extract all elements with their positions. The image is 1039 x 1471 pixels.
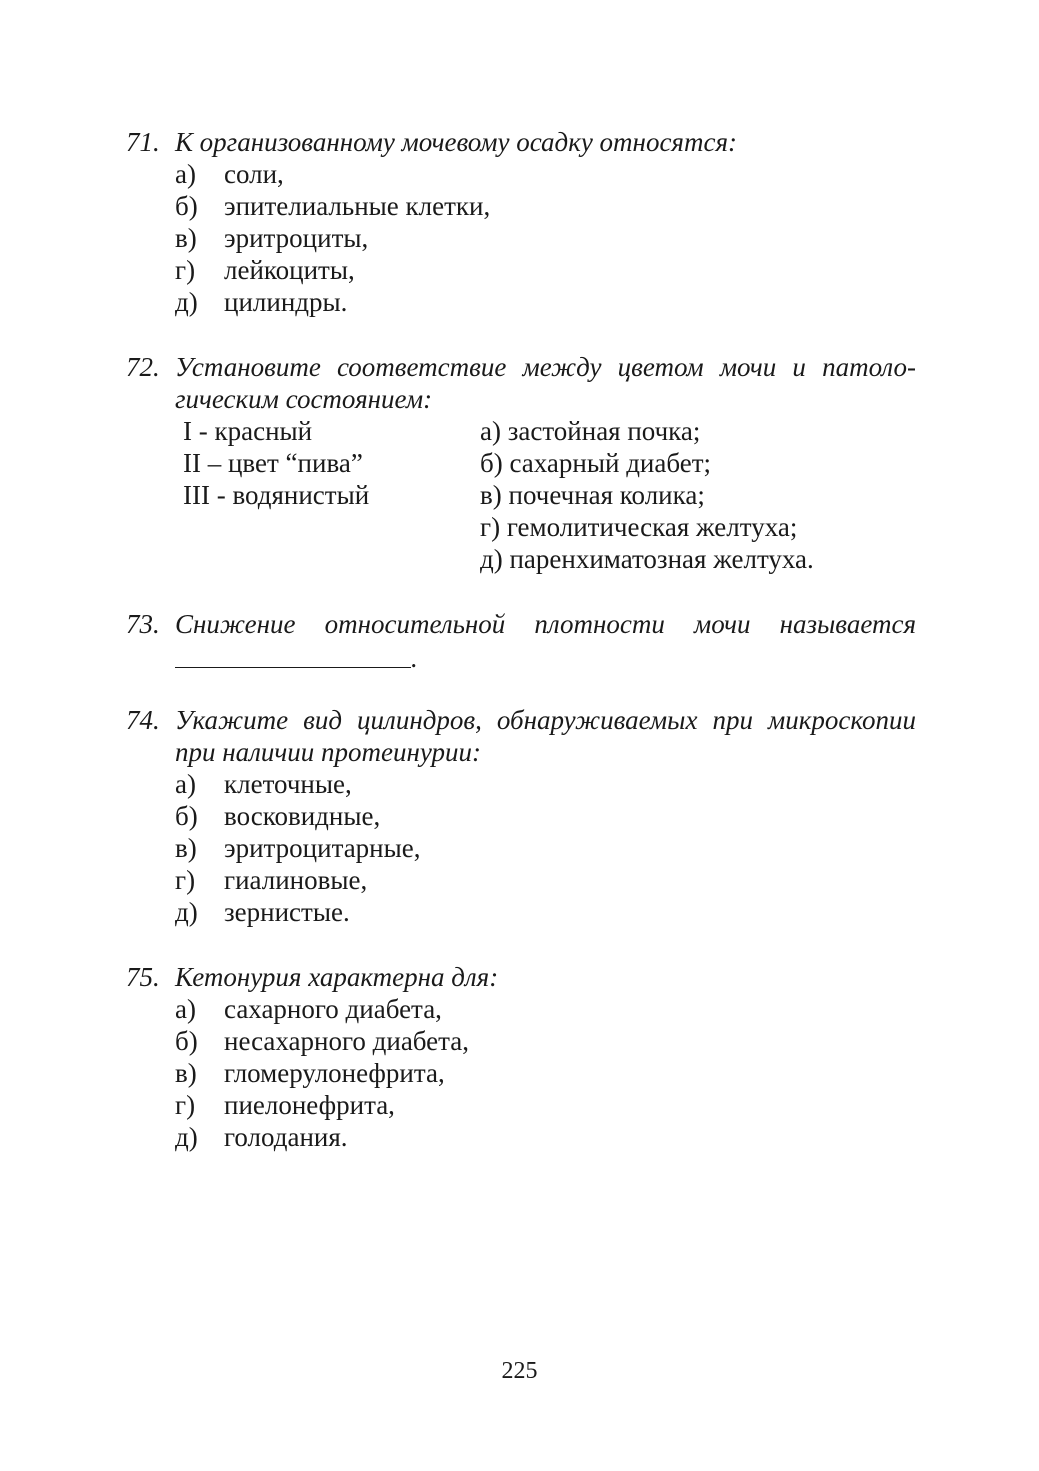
question-text-line-1: Установите соответствие между цветом мочи и патоло- <box>175 352 916 382</box>
option-v <box>175 832 916 864</box>
options-list <box>175 158 916 318</box>
question-number: 74. <box>126 705 160 735</box>
matching-right-item: в) почечная колика; <box>480 480 705 510</box>
option-text: несахарного диабета, <box>224 1026 470 1056</box>
option-d <box>175 286 916 318</box>
question-72-heading <box>126 351 916 415</box>
option-g <box>175 1089 916 1121</box>
option-letter: в) <box>175 1058 197 1088</box>
option-letter: г) <box>175 255 196 285</box>
option-a <box>175 768 916 800</box>
option-letter: д) <box>175 287 198 317</box>
option-b <box>175 800 916 832</box>
option-letter: б) <box>175 191 198 221</box>
answer-blank-underline <box>175 647 411 668</box>
option-a <box>175 993 916 1025</box>
option-letter: а) <box>175 769 196 799</box>
answer-blank-end: . <box>411 643 418 673</box>
option-text: сахарного диабета, <box>224 994 442 1024</box>
option-text: зернистые. <box>224 897 350 927</box>
question-text: Кетонурия характерна для: <box>175 962 499 992</box>
matching-left-column <box>183 415 369 511</box>
option-letter: б) <box>175 801 198 831</box>
options-list <box>175 768 916 928</box>
matching-right-column <box>480 415 814 575</box>
question-71 <box>126 126 916 318</box>
option-text: эпителиальные клетки, <box>224 191 491 221</box>
question-text: К организованному мочевому осадку относятся: <box>175 127 738 157</box>
question-75 <box>126 961 916 1153</box>
option-text: голодания. <box>224 1122 348 1152</box>
option-v <box>175 222 916 254</box>
option-text: восковидные, <box>224 801 381 831</box>
question-number: 73. <box>126 609 160 639</box>
question-74-heading <box>126 704 916 768</box>
option-text: лейкоциты, <box>224 255 355 285</box>
option-text: пиелонефрита, <box>224 1090 395 1120</box>
option-g <box>175 254 916 286</box>
matching-right-item: д) паренхиматозная желтуха. <box>480 544 814 574</box>
option-g <box>175 864 916 896</box>
option-letter: а) <box>175 994 196 1024</box>
answer-blank <box>175 640 916 674</box>
option-text: гиалиновые, <box>224 865 368 895</box>
option-letter: д) <box>175 1122 198 1152</box>
question-number: 71. <box>126 127 160 157</box>
matching-right-item: а) застойная почка; <box>480 416 701 446</box>
option-v <box>175 1057 916 1089</box>
option-letter: г) <box>175 865 196 895</box>
option-letter: в) <box>175 223 197 253</box>
option-text: эритроциты, <box>224 223 369 253</box>
question-73-heading <box>126 608 916 640</box>
option-text: клеточные, <box>224 769 352 799</box>
option-letter: б) <box>175 1026 198 1056</box>
matching-left-item: III - водянистый <box>183 480 370 510</box>
question-72 <box>126 351 916 575</box>
matching-left-item: II – цвет “пива” <box>183 448 363 478</box>
question-text: Снижение относительной плотности мочи называется <box>175 609 916 639</box>
question-71-heading <box>126 126 916 158</box>
option-text: гломерулонефрита, <box>224 1058 445 1088</box>
question-74 <box>126 704 916 928</box>
option-text: эритроцитарные, <box>224 833 421 863</box>
question-73 <box>126 608 916 674</box>
option-letter: г) <box>175 1090 196 1120</box>
option-text: цилиндры. <box>224 287 348 317</box>
question-75-heading <box>126 961 916 993</box>
matching-left-item: I - красный <box>183 416 313 446</box>
option-letter: д) <box>175 897 198 927</box>
question-text-line-2: гическим состоянием: <box>175 384 433 414</box>
option-text: соли, <box>224 159 284 189</box>
question-number: 75. <box>126 962 160 992</box>
option-b <box>175 190 916 222</box>
option-letter: а) <box>175 159 196 189</box>
question-number: 72. <box>126 352 160 382</box>
option-d <box>175 1121 916 1153</box>
option-b <box>175 1025 916 1057</box>
matching-table <box>183 415 916 575</box>
question-text-line-2: при наличии протеинурии: <box>175 737 482 767</box>
question-text-line-1: Укажите вид цилиндров, обнаруживаемых при микроскопии <box>175 705 916 735</box>
page-number: 225 <box>501 1358 538 1384</box>
option-d <box>175 896 916 928</box>
matching-right-item: г) гемолитическая желтуха; <box>480 512 798 542</box>
matching-right-item: б) сахарный диабет; <box>480 448 712 478</box>
options-list <box>175 993 916 1153</box>
option-letter: в) <box>175 833 197 863</box>
option-a <box>175 158 916 190</box>
